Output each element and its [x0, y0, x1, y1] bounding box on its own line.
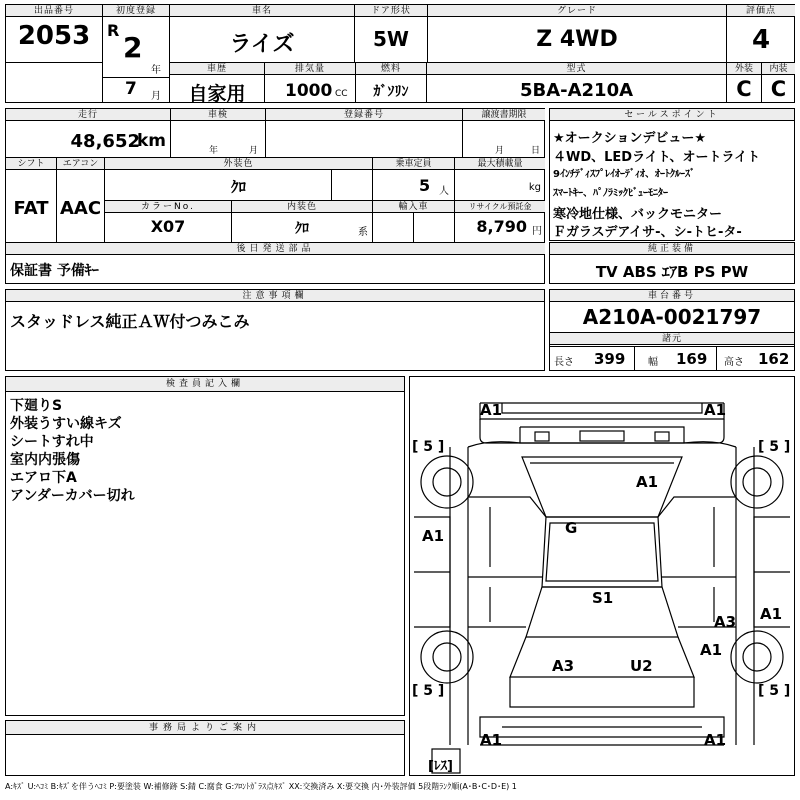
- color-label: 外装色: [105, 158, 372, 170]
- shift-cell: [6, 158, 56, 242]
- width: 169: [676, 350, 708, 368]
- interior-color-cell: [232, 201, 372, 242]
- notes-box: [5, 289, 545, 371]
- office-label: 事務局よりご案内: [6, 721, 404, 735]
- height-label: 高さ: [724, 357, 744, 368]
- reg-no-label: 登録番号: [266, 109, 462, 121]
- notes: スタッドレス純正ＡＷ付つみこみ: [10, 312, 250, 331]
- mileage-label: 走行: [6, 109, 170, 121]
- color-no-label: カラーNo.: [105, 201, 231, 213]
- damage-mark: A1: [704, 731, 727, 749]
- inspector-line: 外装うすい線キズ: [10, 416, 122, 432]
- sales-points-label: セールスポイント: [550, 109, 794, 121]
- ac-cell: [57, 158, 104, 242]
- history: 自家用: [188, 83, 246, 102]
- damage-mark: A1: [422, 527, 445, 545]
- interior-cell: [762, 63, 795, 102]
- damage-mark: A1: [704, 401, 727, 419]
- footer-legend: A:ｷｽﾞ U:ﾍｺﾐ B:ｷｽﾞを伴うﾍｺﾐ P:要塗装 W:補修跡 S:錆 C:腐食 G:ﾌﾛﾝﾄｶﾞﾗｽ点ｷｽﾞ XX:交換済み X:要交換 内･外装評価 5段階ﾗﾝｸ順(A･B･C･D･E) 1: [5, 782, 517, 791]
- exterior-cell: [727, 63, 761, 102]
- ac-label: エアコン: [57, 158, 104, 170]
- notes-label: 注意事項欄: [6, 290, 544, 302]
- mileage-cell: [6, 109, 170, 157]
- load-cell: [455, 158, 545, 200]
- history-label: 車歴: [170, 63, 264, 75]
- exterior-grade: C: [736, 77, 752, 101]
- load-label: 最大積載量: [455, 158, 545, 170]
- transfer-day-unit: 日: [531, 146, 541, 156]
- fuel-cell: [356, 63, 426, 102]
- sales-point-line: 寒冷地仕様、バックモニター: [553, 207, 723, 222]
- sales-point-line: Ｆガラスデアイサ-、シ-トヒ-タ-: [553, 225, 742, 240]
- recycle-label: リサイクル預託金: [455, 201, 545, 213]
- lot-number-label: 出品番号: [6, 5, 102, 17]
- interior-label: 内装: [762, 63, 795, 75]
- fuel-label: 燃料: [356, 63, 426, 75]
- damage-mark: A1: [700, 641, 723, 659]
- history-cell: [170, 63, 264, 102]
- grade-label: グレード: [428, 5, 726, 17]
- tire-mark: [ 5 ]: [412, 439, 445, 455]
- import-label: 輸入車: [373, 201, 454, 213]
- length: 399: [594, 350, 626, 368]
- inspection-label: 車検: [171, 109, 265, 121]
- grade: Z 4WD: [536, 27, 618, 52]
- displacement-cell: [265, 63, 355, 102]
- later-parts-label: 後日発送部品: [6, 243, 545, 255]
- shift-label: シフト: [6, 158, 56, 170]
- era: R: [107, 21, 120, 40]
- damage-mark: A1: [636, 473, 659, 491]
- width-label: 幅: [648, 357, 658, 368]
- recycle-cell: [455, 201, 545, 242]
- equipment: TV ABS ｴｱB PS PW: [595, 263, 749, 281]
- color-no-cell: [105, 201, 231, 242]
- tire-mark: [ 5 ]: [758, 439, 791, 455]
- office-box: [5, 720, 405, 776]
- model: 5BA-A210A: [519, 80, 634, 101]
- year-unit: 年: [151, 65, 161, 76]
- vehicle-info-box: [5, 108, 545, 284]
- mileage-unit: km: [136, 131, 166, 151]
- length-label: 長さ: [554, 357, 574, 368]
- car-name-label: 車名: [170, 5, 354, 17]
- interior-color: ｸﾛ: [295, 221, 309, 237]
- capacity: 5: [419, 176, 431, 195]
- load-unit: kg: [528, 182, 541, 193]
- interior-grade: C: [770, 77, 787, 101]
- model-label: 型式: [427, 63, 726, 75]
- ac: AAC: [59, 198, 102, 219]
- inspector-line: シートすれ中: [10, 434, 94, 450]
- tire-mark: [ 5 ]: [412, 683, 445, 699]
- damage-mark: A1: [760, 605, 783, 623]
- interior-color-label: 内装色: [232, 201, 372, 213]
- inspection-year-unit: 年: [209, 146, 219, 156]
- color-no: X07: [150, 217, 186, 236]
- damage-mark: A3: [714, 613, 737, 631]
- car-name: ライズ: [229, 32, 295, 57]
- sales-point-line: ４WD、LEDライト、オートライト: [553, 150, 761, 165]
- door-cell: [355, 5, 427, 62]
- damage-mark: U2: [630, 657, 653, 675]
- month-value: 7: [125, 79, 137, 99]
- damage-mark: A3: [552, 657, 575, 675]
- capacity-unit: 人: [439, 186, 449, 197]
- lot-number: 2053: [17, 21, 91, 51]
- shift: FAT: [13, 198, 49, 219]
- reg-no-cell: [266, 109, 462, 157]
- exterior-label: 外装: [727, 63, 761, 75]
- capacity-label: 乗車定員: [373, 158, 454, 170]
- inspector-line: 室内内張傷: [10, 452, 80, 468]
- damage-mark: S1: [592, 589, 614, 607]
- sales-point-line: 9ｲﾝﾁﾃﾞｨｽﾌﾟﾚｲｵｰﾃﾞｨｵ、ｵｰﾄｸﾙｰｽﾞ: [553, 169, 695, 180]
- dims-label: 諸元: [550, 332, 794, 345]
- door-type: 5W: [373, 27, 409, 51]
- height: 162: [758, 350, 790, 368]
- color: ｸﾛ: [230, 178, 246, 196]
- score-cell: [727, 5, 795, 62]
- recycle: 8,790: [476, 217, 527, 236]
- later-parts-cell: [6, 243, 545, 283]
- recycle-unit: 円: [532, 226, 542, 237]
- sales-point-line: ｽﾏｰﾄｷｰ、ﾊﾟﾉﾗﾐｯｸﾋﾞｭｰﾓﾆﾀｰ: [553, 188, 668, 199]
- transfer-label: 譲渡書期限: [463, 109, 545, 121]
- damage-mark: A1: [480, 731, 503, 749]
- inspection-cell: [171, 109, 265, 157]
- damage-mark: G: [565, 519, 578, 537]
- inspector-line: アンダーカバー切れ: [10, 488, 135, 504]
- header-box: [5, 4, 795, 103]
- damage-mark: A1: [480, 401, 503, 419]
- year-value: 2: [123, 31, 143, 64]
- month-unit: 月: [151, 91, 161, 102]
- equipment-label: 純正装備: [550, 243, 794, 255]
- chassis-label: 車台番号: [550, 290, 794, 302]
- displacement: 1000: [285, 81, 333, 101]
- displacement-label: 排気量: [265, 63, 355, 75]
- sales-point-line: ★オークションデビュー★: [553, 131, 707, 146]
- model-cell: [427, 63, 726, 102]
- spare-tire-mark: [ﾚｽ]: [428, 759, 453, 774]
- inspector-line: 下廻りS: [10, 398, 63, 414]
- car-name-cell: [170, 5, 354, 62]
- inspector-line: エアロ下A: [10, 470, 77, 486]
- fuel: ｶﾞｿﾘﾝ: [373, 84, 409, 100]
- score: 4: [751, 25, 771, 55]
- inspection-month-unit: 月: [249, 146, 259, 156]
- lot-number-cell: [6, 5, 102, 62]
- inspector-box: [5, 376, 405, 716]
- first-registration-cell: [103, 5, 169, 102]
- inspector-label: 検査員記入欄: [6, 377, 404, 392]
- chassis-box: [549, 289, 795, 371]
- mileage: 48,652: [70, 131, 140, 152]
- interior-color-suffix: 系: [358, 227, 368, 238]
- transfer-cell: [463, 109, 545, 157]
- car-outline-diagram: [410, 377, 794, 775]
- sales-points-box: [549, 108, 795, 241]
- first-registration-label: 初度登録: [103, 5, 169, 17]
- door-label: ドア形状: [355, 5, 427, 17]
- damage-diagram: [409, 376, 795, 776]
- chassis-number: A210A-0021797: [582, 305, 762, 329]
- tire-mark: [ 5 ]: [758, 683, 791, 699]
- equipment-box: [549, 242, 795, 284]
- later-parts: 保証書 予備ｷｰ: [10, 263, 99, 279]
- capacity-cell: [373, 158, 454, 200]
- displacement-unit: CC: [335, 89, 348, 99]
- score-label: 評価点: [727, 5, 795, 17]
- transfer-month-unit: 月: [495, 146, 505, 156]
- grade-cell: [428, 5, 726, 62]
